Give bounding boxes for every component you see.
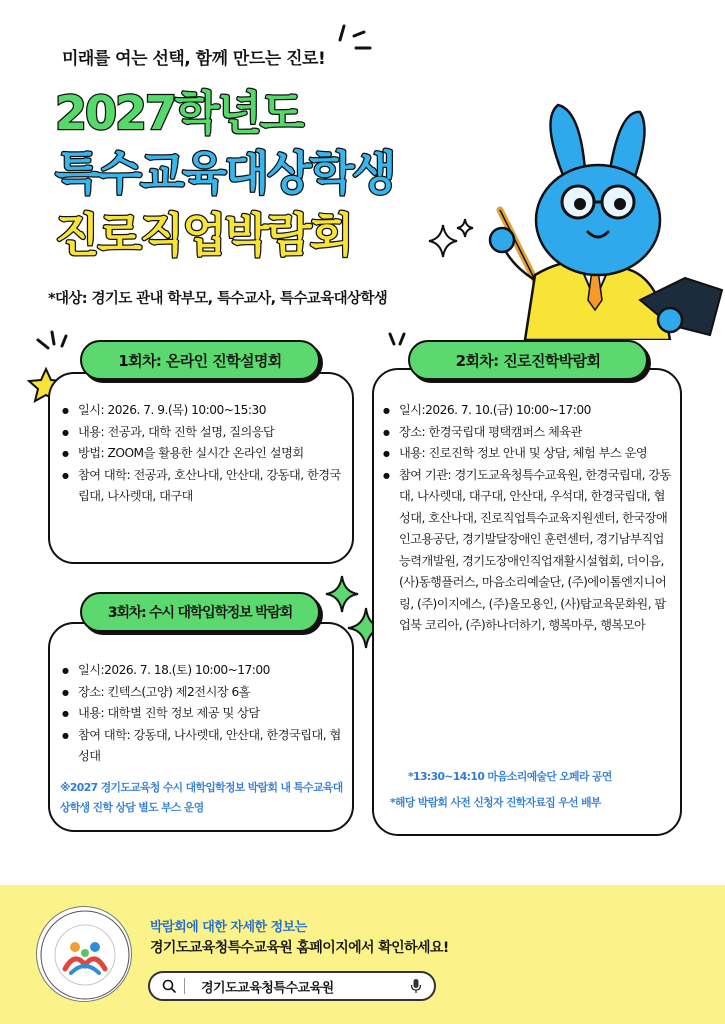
burst-lines-icon <box>30 328 75 368</box>
session2-note-materials: *해당 박람회 사전 신청자 진학자료집 우선 배부 <box>390 796 601 809</box>
microphone-icon[interactable] <box>410 978 422 994</box>
session2-title: 2회차: 진로진학박람회 <box>408 340 648 380</box>
session2-list <box>383 400 675 637</box>
search-divider <box>184 978 185 994</box>
list-item: ● 내용: 대학별 진학 정보 제공 및 상담 <box>62 703 344 725</box>
list-item: ● 참여 대학: 전공과, 호산나대, 안산대, 강동대, 한경국립대, 나사렛대, 대구대 <box>62 465 344 508</box>
list-item: ● 참여 기관: 경기도교육청특수교육원, 한경국립대, 강동대, 나사렛대, 대구대, 안산대, 우석대, 한경국립대, 협성대, 호산나대, 진로직업특수교육지원센터, 한국장애인고용공단, 경기발달장애인 훈련센터, 경기남부직업능력개발원, 경기도장애인직업재활시설협회, 더이음, (사)동행플러스, 마음소리예술단, (주)에이톰엔지니어링, (주)이지에스, (주)올모용인, (사)탑교육문화원, 팝업북 코리아, (주)하나더하기, 행복마루, 행복모아 <box>383 465 675 637</box>
title-year: 2027학년도 <box>55 86 303 140</box>
search-bar[interactable] <box>148 971 436 1001</box>
list-item: ● 내용: 진로진학 정보 안내 및 상담, 체험 부스 운영 <box>383 443 675 465</box>
session2-note-performance: *13:30~14:10 마음소리예술단 오페라 공연 <box>408 770 612 783</box>
tagline: 미래를 여는 선택, 함께 만드는 진로! <box>62 49 326 69</box>
list-item: ● 방법: ZOOM을 활용한 실시간 온라인 설명회 <box>62 443 344 465</box>
title-target-group: 특수교육대상학생 <box>55 146 395 200</box>
list-item: ● 일시:2026. 7. 10.(금) 10:00~17:00 <box>383 400 675 422</box>
list-item: ● 내용: 전공과, 대학 진학 설명, 질의응답 <box>62 422 344 444</box>
session1-title: 1회차: 온라인 진학설명회 <box>80 340 320 380</box>
session3-title: 3회차: 수시 대학입학정보 박람회 <box>80 592 320 632</box>
footer-info-text: 경기도교육청특수교육원 홈페이지에서 확인하세요! <box>150 940 449 956</box>
session1-list <box>62 400 344 508</box>
search-icon <box>162 979 176 993</box>
institute-logo <box>36 906 132 1002</box>
list-item: ● 장소: 킨텍스(고양) 제2전시장 6홀 <box>62 682 344 704</box>
list-item: ● 장소: 한경국립대 평택캠퍼스 체육관 <box>383 422 675 444</box>
list-item: ● 참여 대학: 강동대, 나사렛대, 안산대, 한경국립대, 협성대 <box>62 725 344 768</box>
session3-list <box>62 660 344 768</box>
list-item: ● 일시:2026. 7. 18.(토) 10:00~17:00 <box>62 660 344 682</box>
logo-emblem-icon <box>37 907 133 1003</box>
session3-note: ※2027 경기도교육청 수시 대학입학정보 박람회 내 특수교육대상학생 진학 상담 별도 부스 운영 <box>60 781 343 814</box>
list-item: ● 일시: 2026. 7. 9.(목) 10:00~15:30 <box>62 400 344 422</box>
search-query[interactable]: 경기도교육청특수교육원 <box>201 980 334 996</box>
target-audience: *대상: 경기도 관내 학부모, 특수교사, 특수교육대상학생 <box>48 291 388 307</box>
rabbit-mascot <box>470 90 725 340</box>
footer-info-heading: 박람회에 대한 자세한 정보는 <box>150 920 307 935</box>
title-event: 진로직업박람회 <box>55 208 353 262</box>
burst-lines-icon <box>330 22 380 62</box>
